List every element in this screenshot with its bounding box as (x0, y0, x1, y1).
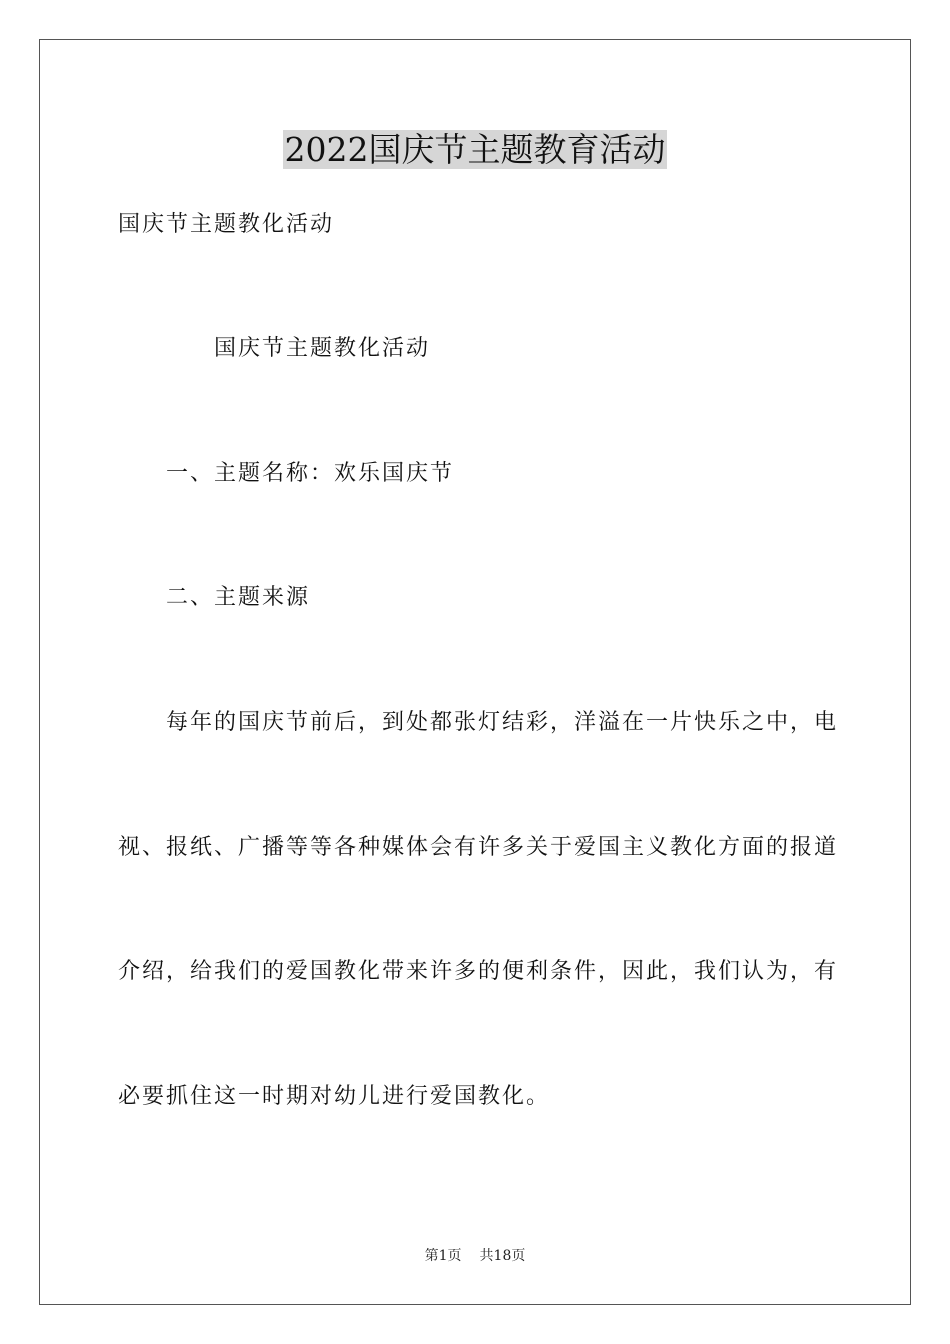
page-number: 第1页 (424, 1248, 462, 1264)
heading-line: 国庆节主题教化活动 (214, 336, 431, 361)
document-title-text: 2022国庆节主题教育活动 (284, 130, 666, 169)
total-pages: 共18页 (479, 1248, 526, 1264)
document-title (0, 128, 950, 172)
paragraph-line: 必要抓住这一时期对幼儿进行爱国教化。 (118, 1084, 551, 1109)
paragraph-line: 每年的国庆节前后，到处都张灯结彩，洋溢在一片快乐之中，电 (166, 710, 839, 735)
paragraph-line: 视、报纸、广播等等各种媒体会有许多关于爱国主义教化方面的报道 (118, 835, 839, 860)
paragraph-line: 介绍，给我们的爱国教化带来许多的便利条件，因此，我们认为，有 (118, 959, 839, 984)
page-footer (0, 1246, 950, 1266)
section-two-heading: 二、主题来源 (166, 585, 311, 610)
subtitle-line: 国庆节主题教化活动 (118, 212, 335, 237)
section-one-heading: 一、主题名称：欢乐国庆节 (166, 461, 455, 486)
